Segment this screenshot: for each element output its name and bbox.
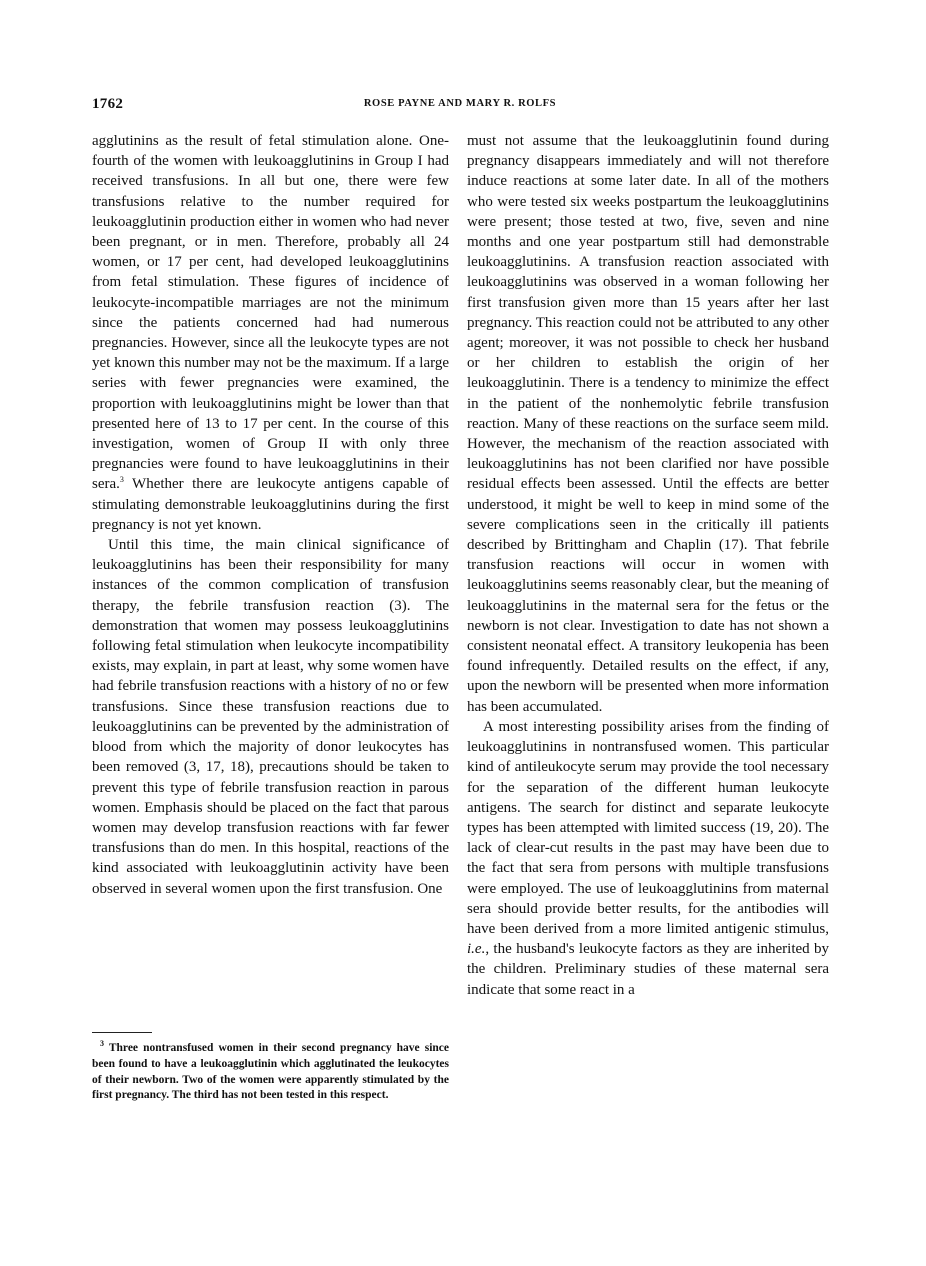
left-column xyxy=(92,131,449,899)
running-head: ROSE PAYNE AND MARY R. ROLFS xyxy=(363,98,557,109)
paragraph: must not assume that the leukoagglutinin found during pregnancy disappears immediately and will not therefore induce reactions at some later date. In all of the mothers who were tested six weeks postpartum the leukoagglutinins were present; those tested at two, five, seven and nine months and one year postpartum still had demonstrable leukoagglutinins. A transfusion reaction associated with leukoagglutinins was observed in a woman following her first transfusion given more than 15 years after her last pregnancy. This reaction could not be attributed to any other agent; moreover, it was not possible to check her husband or her children to establish the origin of her leukoagglutinin. There is a tendency to minimize the effect in the patient of the nonhemolytic febrile transfusion reaction. Many of these reactions on the surface seem mild. However, the mechanism of the reaction associated with leukoagglutinins has not been clarified nor have possible residual effects been assessed. Until the effects are better understood, it might be well to keep in mind some of the severe complications seen in the critically ill patients described by Brittingham and Chaplin (17). That febrile transfusion reactions will occur in women with leukoagglutinins seems reasonably clear, but the meaning of leukoagglutinins in the maternal sera for the fetus or the newborn is not clear. Investigation to date has not shown a consistent neonatal effect. A transitory leukopenia has been found infrequently. Detailed results on the effect, if any, upon the newborn will be presented when more information has been accumulated. xyxy=(467,133,829,715)
paragraph: agglutinins as the result of fetal stimulation alone. One-fourth of the women with leukoagglutinins in Group I had received transfusions. In all but one, there were few transfusions relative to the number required for leukoagglutinin production either in women who had never been pregnant, or in men. Therefore, probably all 24 women, or 17 per cent, had developed leukoagglutinins from fetal stimulation. These figures of incidence of leukocyte-incompatible marriages are not the minimum since the patients concerned had had numerous pregnancies. However, since all the leukocyte types are not yet known this number may not be the maximum. If a large series with fewer pregnancies were examined, the proportion with leukoagglutinins might be lower than that presented here of 13 to 17 per cent. In the course of this investigation, women of Group II with only three pregnancies were found to have leukoagglutinins in their sera.$^3$ Whether there are leukocyte antigens capable of stimulating demonstrable leukoagglutinins during the first pregnancy is not yet known. xyxy=(92,133,449,533)
italic-abbreviation: i.e. xyxy=(467,941,486,958)
footnote-marker: 3 xyxy=(100,1039,104,1049)
footnote-reference: 3 xyxy=(119,475,124,485)
page-number: 1762 xyxy=(92,96,124,112)
footnote-divider xyxy=(92,1032,152,1033)
footnote-text: Three nontransfused women in their second pregnancy have since been found to have a leukoagglutinin which agglutinated the leukocytes of their newborn. Two of the women were apparently stimulated by the first pregnancy. The third has not been tested in this respect. xyxy=(92,1042,449,1102)
page-header xyxy=(92,96,828,114)
paragraph: Until this time, the main clinical significance of leukoagglutinins has been their responsibility for many instances of the common complication of transfusion therapy, the febrile transfusion reaction (3). The demonstration that women may possess leukoagglutinins following fetal stimulation when leukocyte incompatibility exists, may explain, in part at least, why some women have had febrile transfusion reactions with a history of no or few transfusions. Since these transfusion reactions due to leukoagglutinins can be prevented by the administration of blood from which the majority of donor leukocytes has been removed (3, 17, 18), precautions should be taken to prevent this type of febrile transfusion reaction in parous women. Emphasis should be placed on the fact that parous women may develop transfusion reactions with far fewer transfusions than do men. In this hospital, reactions of the kind associated with leukoagglutinin activity have been observed in several women upon the first transfusion. One xyxy=(92,537,449,897)
footnote xyxy=(92,1041,449,1104)
right-column xyxy=(467,131,829,1000)
paragraph: A most interesting possibility arises from the finding of leukoagglutinins in nontransfused women. This particular kind of antileukocyte serum may provide the tool necessary for the separation of the different human leukocyte antigens. The search for distinct and separate leukocyte types has been attempted with limited success (19, 20). The lack of clear-cut results in the past may have been due to the fact that sera from persons with multiple transfusions were employed. The use of leukoagglutinins from maternal sera should provide better results, for the antibodies will have been derived from a more limited antigenic stimulus, i.e., the husband's leukocyte factors as they are inherited by the children. Preliminary studies of these maternal sera indicate that some react in a xyxy=(467,718,829,998)
